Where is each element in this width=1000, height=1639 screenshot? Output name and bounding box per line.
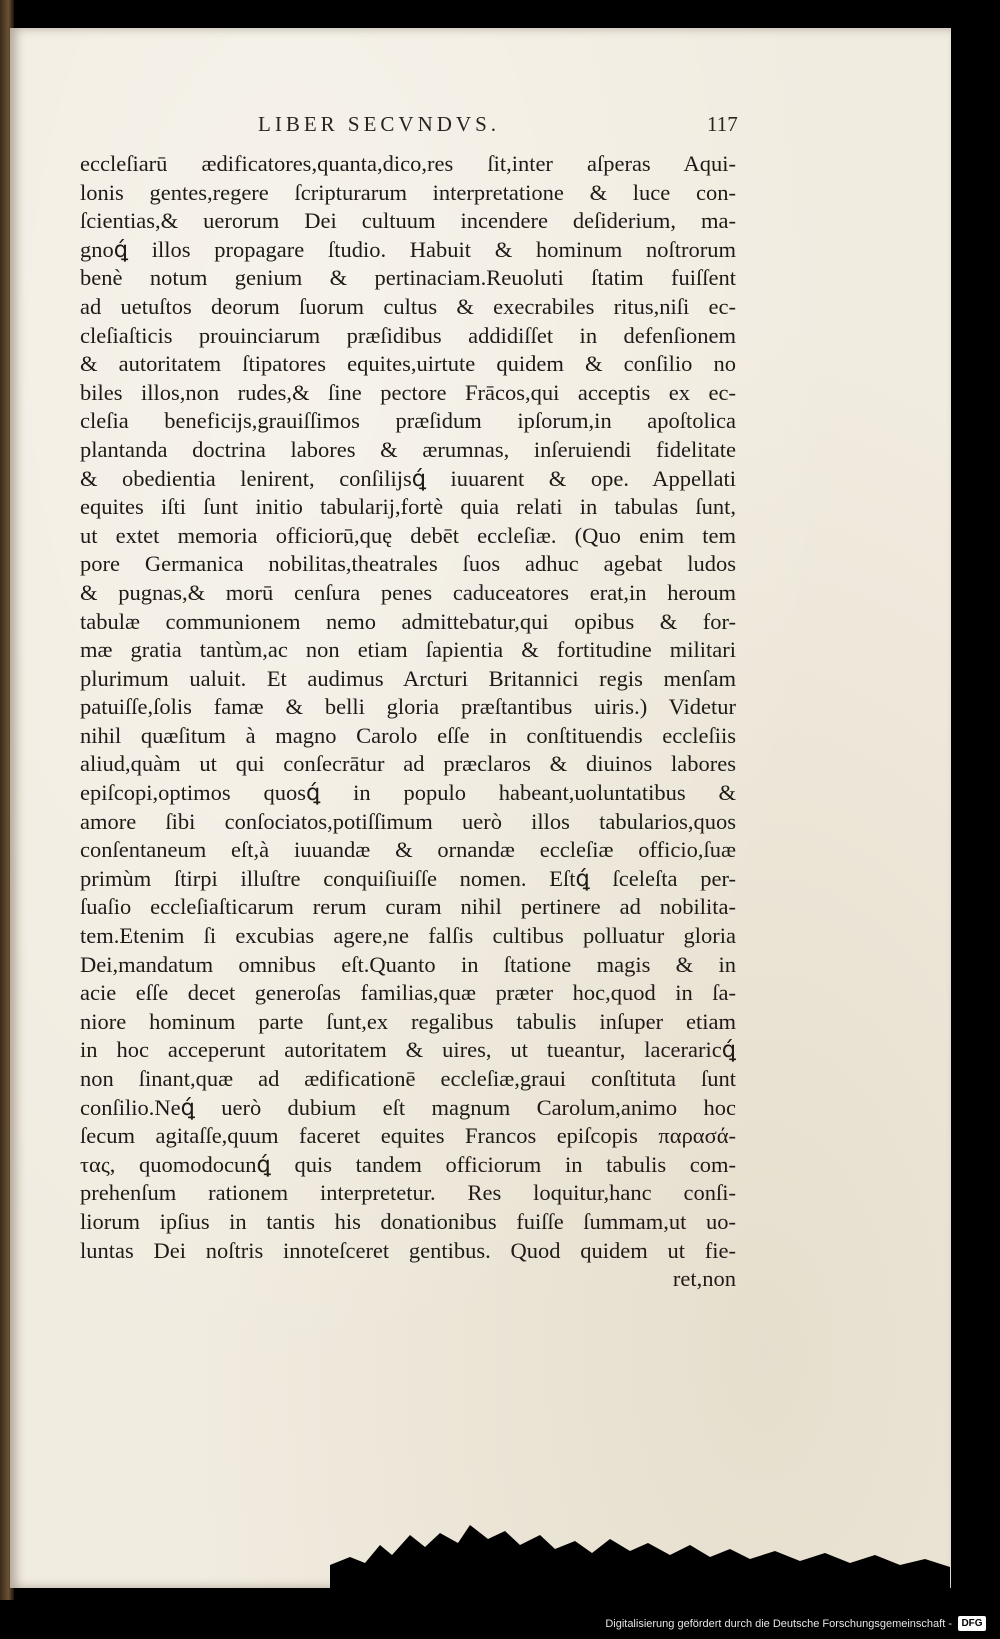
text-line: in hoc acceperunt autoritatem & uires, ut tueantur, laceraricꝗ́	[80, 1037, 736, 1063]
running-head: LIBER SECVNDVS.	[258, 112, 501, 136]
text-line: amore ſibi conſociatos,potiſſimum uerò illos tabularios,quos	[80, 808, 736, 834]
text-line: epiſcopi,optimos quosꝗ́ in populo habeant,uoluntatibus &	[80, 780, 736, 806]
text-line: τας, quomodocunꝗ́ quis tandem officiorum in tabulis com-	[80, 1151, 736, 1177]
text-line: conſilio.Neꝗ́ uerò dubium eſt magnum Carolum,animo hoc	[80, 1094, 736, 1120]
text-line: cleſiaſticis prouinciarum præſidibus addidiſſet in defenſionem	[80, 322, 736, 348]
text-line: conſentaneum eſt,à iuuandæ & ornandæ eccleſiæ officio,ſuæ	[80, 837, 736, 863]
text-line: acie eſſe decet generoſas familias,quæ præter hoc,quod in ſa-	[80, 980, 736, 1006]
text-line: tabulæ communionem nemo admittebatur,qui opibus & for-	[80, 608, 736, 634]
text-line: mæ gratia tantùm,ac non etiam ſapientia & fortitudine militari	[80, 637, 736, 663]
text-line: & autoritatem ſtipatores equites,uirtute quidem & conſilio no	[80, 351, 736, 377]
footer-credit: Digitalisierung gefördert durch die Deutsche Forschungsgemeinschaft -	[605, 1618, 952, 1630]
text-line: nihil quæſitum à magno Carolo eſſe in conſtituendis eccleſiis	[80, 722, 736, 748]
text-line: ſecum agitaſſe,quum faceret equites Francos epiſcopis παρασά-	[80, 1123, 736, 1149]
text-line: ſcientias,& uerorum Dei cultuum incendere deſiderium, ma-	[80, 208, 736, 234]
text-line: aliud,quàm ut qui conſecrātur ad præclaros & diuinos labores	[80, 751, 736, 777]
text-line: Dei,mandatum omnibus eſt.Quanto in ſtatione magis & in	[80, 951, 736, 977]
text-line: equites iſti ſunt initio tabularij,fortè quia relati in tabulas ſunt,	[80, 494, 736, 520]
page-number: 117	[707, 112, 738, 136]
text-line: ut extet memoria officiorū,quę debēt eccleſiæ. (Quo enim tem	[80, 522, 736, 548]
text-line: & obedientia lenirent, conſilijsꝗ́ iuuarent & ope. Appellati	[80, 465, 736, 491]
body-text	[80, 150, 736, 1294]
text-line: plantanda doctrina labores & ærumnas, inſeruiendi fidelitate	[80, 436, 736, 462]
text-line: tem.Etenim ſi excubias agere,ne falſis cultibus polluatur gloria	[80, 923, 736, 949]
text-line: non ſinant,quæ ad ædificationē eccleſiæ,graui conſtituta ſunt	[80, 1066, 736, 1091]
text-line: pore Germanica nobilitas,theatrales ſuos adhuc agebat ludos	[80, 551, 736, 577]
dfg-logo-icon: DFG	[958, 1616, 986, 1631]
text-line: gnoꝗ́ illos propagare ſtudio. Habuit & hominum noſtrorum	[80, 236, 736, 262]
text-line: prehenſum rationem interpretetur. Res loquitur,hanc conſi-	[80, 1180, 736, 1206]
text-line: lonis gentes,regere ſcripturarum interpretatione & luce con-	[80, 179, 736, 205]
text-line: luntas Dei noſtris innoteſceret gentibus. Quod quidem ut fie-	[80, 1237, 736, 1263]
text-line: patuiſſe,ſolis famæ & belli gloria præſtantibus uiris.) Videtur	[80, 694, 736, 720]
text-line: benè notum genium & pertinaciam.Reuoluti ſtatim fuiſſent	[80, 265, 736, 291]
footer-bar	[0, 1610, 1000, 1639]
text-line: plurimum ualuit. Et audimus Arcturi Britannici regis menſam	[80, 665, 736, 691]
torn-page-edge	[330, 1505, 950, 1595]
text-line: ſuaſio eccleſiaſticarum rerum curam nihil pertinere ad nobilita-	[80, 894, 736, 920]
text-line: biles illos,non rudes,& ſine pectore Frācos,qui acceptis ex ec-	[80, 379, 736, 405]
text-line: & pugnas,& morū cenſura penes caduceatores erat,in heroum	[80, 579, 736, 605]
text-line: cleſia beneficijs,grauiſſimos præſidum ipſorum,in apoſtolica	[80, 408, 736, 434]
text-line: niore hominum parte ſunt,ex regalibus tabulis inſuper etiam	[80, 1008, 736, 1034]
text-line: eccleſiarū ædificatores,quanta,dico,res ſit,inter aſperas Aqui-	[80, 151, 736, 176]
text-line: ad uetuſtos deorum ſuorum cultus & execrabiles ritus,niſi ec-	[80, 293, 736, 319]
text-line: liorum ipſius in tantis his donationibus fuiſſe ſummam,ut uo-	[80, 1208, 736, 1234]
catchword-line: ret,non	[672, 1266, 736, 1292]
text-line: primùm ſtirpi illuſtre conquiſiuiſſe nomen. Eſtꝗ́ ſceleſta per-	[80, 865, 736, 891]
